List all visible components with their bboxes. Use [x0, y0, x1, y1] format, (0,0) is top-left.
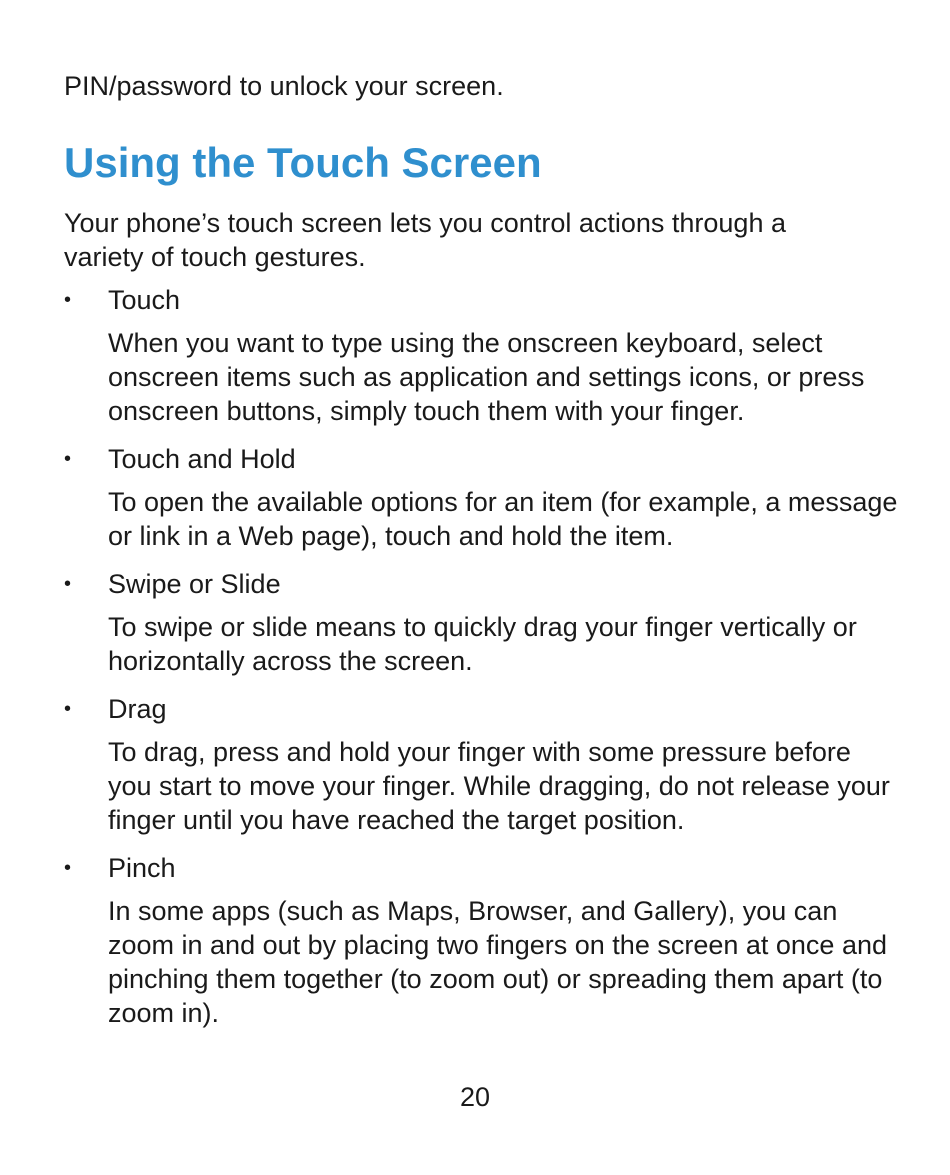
gesture-item-pinch	[64, 851, 894, 1030]
bullet-icon: •	[64, 698, 72, 720]
gesture-item-touch	[64, 283, 894, 428]
gesture-name: Drag	[108, 694, 167, 724]
gesture-description: To open the available options for an item (for example, a message or link in a Web page), touch and hold the item.	[108, 487, 898, 551]
gesture-name: Touch	[108, 285, 181, 315]
page-number: 20	[459, 1082, 491, 1112]
gesture-description: To drag, press and hold your finger with some pressure before you start to move your finger. While dragging, do not release your finger until you have reached the target position.	[108, 737, 890, 835]
gesture-name: Pinch	[108, 853, 176, 883]
gesture-description: In some apps (such as Maps, Browser, and Gallery), you can zoom in and out by placing two fingers on the screen at once and pinching them together (to zoom out) or spreading them apart (to zoom in).	[108, 896, 887, 1028]
gesture-item-drag	[64, 692, 894, 837]
gesture-name: Touch and Hold	[108, 444, 296, 474]
bullet-icon: •	[64, 289, 72, 311]
gesture-list	[64, 283, 898, 1044]
section-title: Using the Touch Screen	[64, 139, 542, 186]
bullet-icon: •	[64, 448, 72, 470]
gesture-description: When you want to type using the onscreen keyboard, select onscreen items such as application and settings icons, or press onscreen buttons, simply touch them with your finger.	[108, 328, 865, 426]
gesture-item-swipe-or-slide	[64, 567, 894, 678]
gesture-item-touch-and-hold	[64, 442, 898, 553]
bullet-icon: •	[64, 573, 72, 595]
bullet-icon: •	[64, 857, 72, 879]
continued-text: PIN/password to unlock your screen.	[64, 71, 504, 101]
gesture-name: Swipe or Slide	[108, 569, 281, 599]
gesture-description: To swipe or slide means to quickly drag your finger vertically or horizontally across the screen.	[108, 612, 857, 676]
section-intro: Your phone’s touch screen lets you control actions through a variety of touch gestures.	[64, 208, 786, 272]
